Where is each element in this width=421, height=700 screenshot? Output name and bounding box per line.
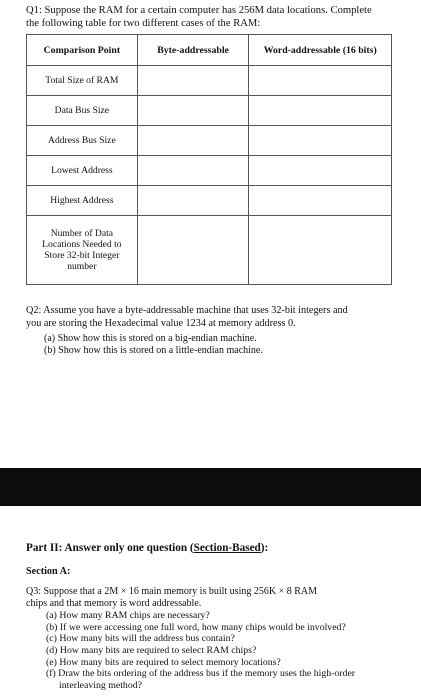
list-item: (f) Draw the bits ordering of the address bus if the memory uses the high-order [46, 668, 356, 680]
table-header-row [27, 35, 392, 66]
answer-cell[interactable] [249, 66, 392, 96]
q3-line-2: chips and that memory is word addressable. [26, 597, 202, 609]
answer-cell[interactable] [249, 216, 392, 285]
table-row [27, 186, 392, 216]
q1-line-1: Q1: Suppose the RAM for a certain computer has 256M data locations. Complete [26, 5, 372, 16]
table-row [27, 96, 392, 126]
answer-cell[interactable] [137, 126, 249, 156]
part-ii-underlined: Section-Based [193, 542, 261, 554]
row-label-line: Store 32-bit Integer [44, 250, 120, 261]
q3-items [46, 610, 411, 691]
q2-line-2: you are storing the Hexadecimal value 1234 at memory address 0. [26, 317, 296, 329]
row-label [27, 216, 138, 285]
table-row [27, 66, 392, 96]
row-label: Data Bus Size [27, 96, 138, 126]
section-a-heading: Section A: [26, 566, 71, 577]
list-item: (d) How many bits are required to select RAM chips? [46, 644, 257, 656]
question-1 [26, 4, 406, 30]
q2-line-1: Q2: Assume you have a byte-addressable machine that uses 32-bit integers and [26, 305, 348, 316]
table-row [27, 126, 392, 156]
list-item: (e) How many bits are required to select memory locations? [46, 656, 281, 668]
header-word-addressable: Word-addressable (16 bits) [249, 35, 392, 66]
row-label: Total Size of RAM [27, 66, 138, 96]
list-item: (a) How many RAM chips are necessary? [46, 610, 210, 622]
table-row [27, 156, 392, 186]
list-item: (b) Show how this is stored on a little-endian machine. [44, 345, 263, 356]
dark-separator-band [0, 468, 421, 506]
list-item: (b) If we were accessing one full word, how many chips would be involved? [46, 621, 346, 633]
part-ii-suffix: ): [260, 542, 269, 554]
q3-line-1: Q3: Suppose that a 2M × 16 main memory is built using 256K × 8 RAM [26, 586, 317, 597]
row-label: Lowest Address [27, 156, 138, 186]
list-item: (a) Show how this is stored on a big-endian machine. [44, 333, 257, 344]
answer-cell[interactable] [137, 66, 249, 96]
comparison-table [26, 34, 392, 285]
answer-cell[interactable] [249, 156, 392, 186]
list-item: (c) How many bits will the address bus contain? [46, 633, 235, 645]
part-ii-prefix: Part II: Answer only one question ( [26, 542, 194, 554]
row-label: Address Bus Size [27, 126, 138, 156]
question-2 [26, 305, 396, 357]
answer-cell[interactable] [137, 216, 249, 285]
answer-cell[interactable] [137, 186, 249, 216]
row-label-line: Locations Needed to [42, 239, 122, 250]
answer-cell[interactable] [137, 96, 249, 126]
row-label: Highest Address [27, 186, 138, 216]
answer-cell[interactable] [249, 186, 392, 216]
part-ii-heading [26, 542, 268, 554]
q1-line-2: the following table for two different cases of the RAM: [26, 18, 261, 29]
answer-cell[interactable] [249, 96, 392, 126]
header-comparison-point: Comparison Point [27, 35, 138, 66]
header-byte-addressable: Byte-addressable [137, 35, 249, 66]
row-label-line: number [67, 261, 97, 272]
table-row [27, 216, 392, 285]
row-label-line: Number of Data [50, 228, 114, 239]
q2-items [44, 333, 396, 357]
list-item-continuation: interleaving method? [59, 679, 142, 691]
answer-cell[interactable] [137, 156, 249, 186]
question-3 [26, 586, 411, 691]
answer-cell[interactable] [249, 126, 392, 156]
